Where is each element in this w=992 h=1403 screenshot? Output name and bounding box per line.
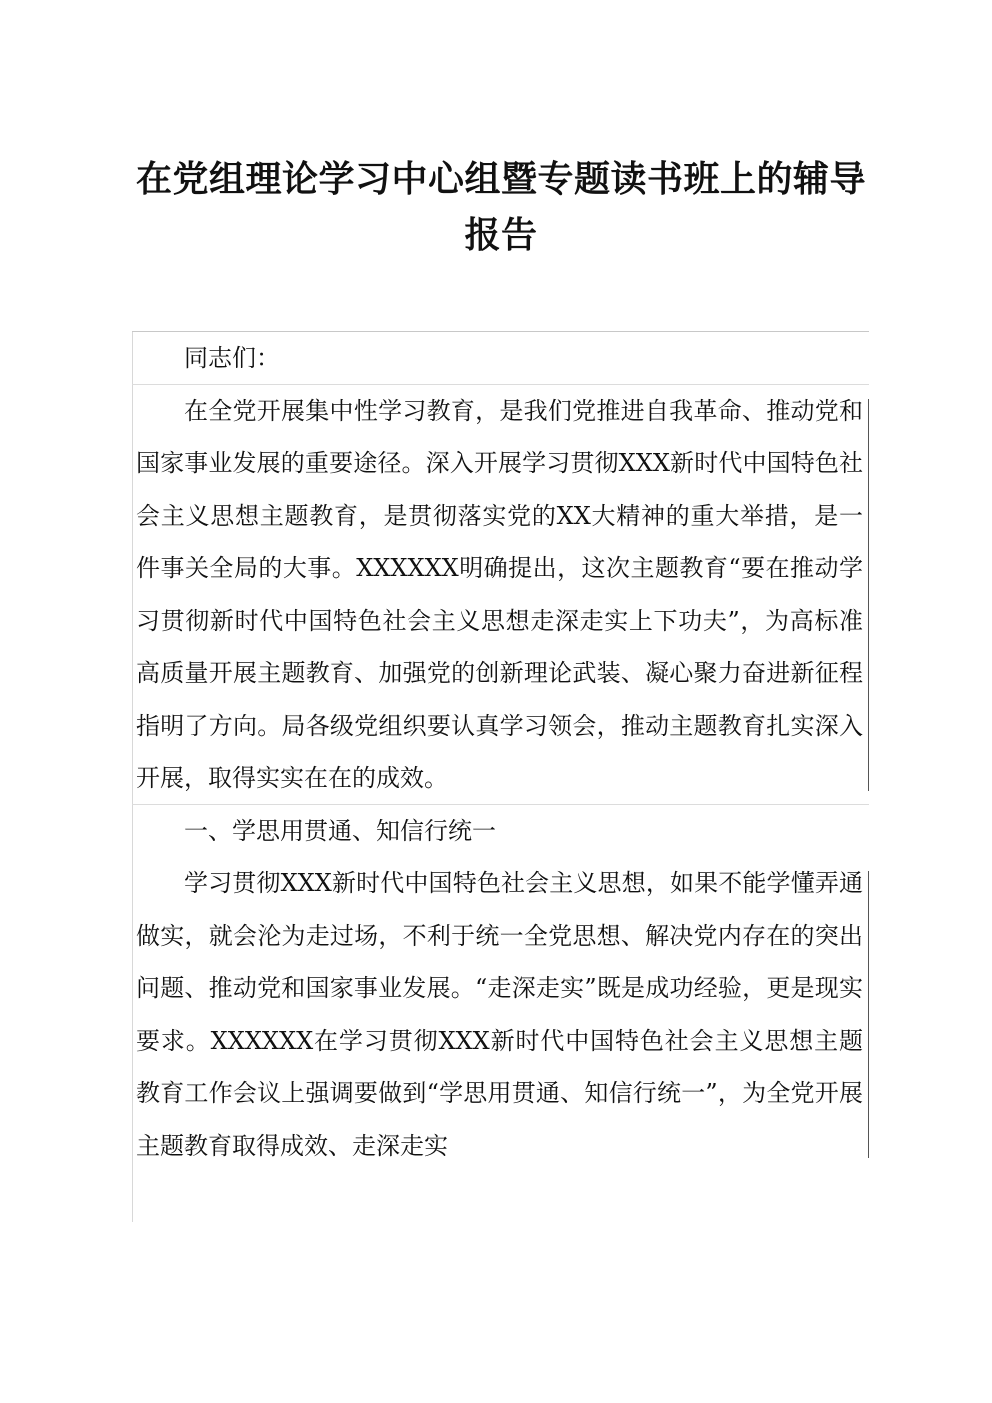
salutation: 同志们： bbox=[132, 332, 869, 385]
body-paragraph-section-one: 学习贯彻XXX新时代中国特色社会主义思想，如果不能学懂弄通做实，就会沦为走过场，不利于统一全党思想、解决党内存在的突出问题、推动党和国家事业发展。“走深走实”既是成功经验，更是现实要求。XXXXXX在学习贯彻XXX新时代中国特色社会主义思想主题教育工作会议上强调要做到“学思用贯通、知信行统一”，为全党开展主题教育取得成效、走深走实 bbox=[132, 857, 869, 1172]
section-heading: 一、学思用贯通、知信行统一 bbox=[184, 816, 496, 845]
page-title: 在党组理论学习中心组暨专题读书班上的辅导报告 bbox=[135, 159, 866, 256]
document-body bbox=[132, 331, 869, 1222]
body-paragraph-intro: 在全党开展集中性学习教育，是我们党推进自我革命、推动党和国家事业发展的重要途径。深入开展学习贯彻XXX新时代中国特色社会主义思想主题教育，是贯彻落实党的XX大精神的重大举措，是一件事关全局的大事。XXXXXX明确提出，这次主题教育“要在推动学习贯彻新时代中国特色社会主义思想走深走实上下功夫”，为高标准高质量开展主题教育、加强党的创新理论武装、凝心聚力奋进新征程指明了方向。局各级党组织要认真学习领会，推动主题教育扎实深入开展，取得实实在在的成效。 bbox=[132, 385, 869, 805]
